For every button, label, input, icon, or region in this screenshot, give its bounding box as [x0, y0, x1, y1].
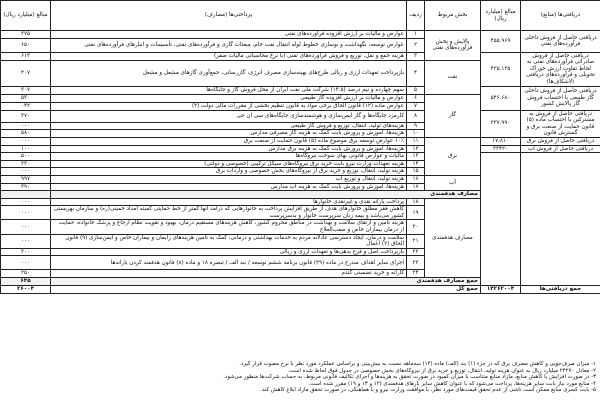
- payment-text: هزینه تعهدات وزارت نیرو بابت خرید برق نیروگاه‌های سیکل ترکیبی (خصوصی و دولتی): [51, 160, 407, 168]
- row-number: ۲: [407, 38, 425, 52]
- payment-text: بازپرداخت تعهدات ارزی و ریالی طرح‌های بهینه‌سازی مصرف انرژی، گازرسانی، جمع‌آوری گازهای مشعل و مشعل: [51, 60, 407, 86]
- section-name: گاز: [425, 94, 481, 137]
- row-number: ۱۵: [407, 168, 425, 176]
- payment-amount: ۶۱۳: [1, 52, 51, 60]
- payment-amount: ۵۳۰: [1, 94, 51, 102]
- payment-text: هزینه‌ها، آموزش و پرورش بابت کمک به هزینه گاز مصرفی مدارس: [51, 130, 407, 138]
- table-row: [1, 137, 600, 145]
- payment-text: عوارض ماده (۱۲) قانون الحاق برخی مواد به قانون تنظیم بخشی از مقررات مالی دولت (۲): [51, 102, 407, 110]
- payment-amount: ۰۰۰: [1, 198, 51, 206]
- payment-text: هزینه‌ها، آموزش و پرورش بابت کمک به هزینه آب مدارس: [51, 183, 407, 191]
- payment-amount: ۵۰۰: [1, 153, 51, 161]
- income-text: دریافتی حاصل از فروش به مشترکین با احتساب ماده (۵) قانون حمایت از صنعت برق و گسترش قانون: [521, 110, 600, 137]
- payment-amount: ۲۵۰: [1, 270, 51, 278]
- row-number: ۱۷: [407, 183, 425, 191]
- section-name: مصارف هدفمندی: [425, 198, 481, 277]
- row-number: ۲۳: [407, 256, 425, 270]
- row-number: ۱۱: [407, 137, 425, 145]
- row-number: ۹: [407, 122, 425, 130]
- row-number: ۶: [407, 94, 425, 102]
- income-blank: [481, 153, 521, 286]
- grand-total-amount: ۲۶۰۰۴: [1, 285, 51, 293]
- payment-text: هزینه جمع و نقل، توزیع و فروش فرآورده‌های نفتی (با نرخ محاسباتی مالیات صفر): [51, 52, 407, 60]
- subtotal-label: مصارف هدفمندی: [51, 191, 481, 199]
- row-number: ۱: [407, 31, 425, 39]
- income-total-label: جمع دریافتی‌ها: [521, 285, 600, 293]
- payment-text: هزینه‌ها، آموزش و پرورش بابت کمک به هزینه برق مدارس: [51, 145, 407, 153]
- payment-amount: ۰۰۰: [1, 234, 51, 248]
- row-number: ۳: [407, 52, 425, 60]
- table-row: [1, 145, 600, 153]
- grand-total-label: جمع کل: [51, 285, 481, 293]
- table-row: [1, 52, 600, 60]
- income-blank: [521, 153, 600, 286]
- section-name: پالایش و پخش فرآورده‌های نفتی: [425, 31, 481, 61]
- payment-text: بازپرداخت اصل و فرع بدهی‌ها و تعهدات ارزی و ریالی: [51, 248, 407, 256]
- table-row: [1, 153, 600, 161]
- payment-amount: ۳۷۰: [1, 110, 51, 122]
- income-amount: ۵۴۶.۶۸۰: [481, 86, 521, 110]
- payment-amount: ۱۰۰: [1, 145, 51, 153]
- payment-amount: ۳۳۰: [1, 160, 51, 168]
- footnote-line: ۴- منابع مورد نیاز بابت سایر هزینه‌ها، پرداخت می‌شود که با عنوان کاهش سایر بارهای هدفمندی (۱۲ و ۱۳ و ۱۹) مقرر شده است.: [308, 380, 596, 387]
- section-name: برق: [425, 137, 481, 175]
- payment-text: هزینه تولید، انتقال و توزیع آب: [51, 175, 407, 183]
- payment-amount: ۳۹۰: [1, 183, 51, 191]
- section-header: بخش مربوط: [425, 1, 481, 31]
- row-number: ۲۴: [407, 270, 425, 278]
- income-text: دریافتی حاصل از فروش برق: [521, 137, 600, 145]
- payment-amount: ۹۹۷: [1, 175, 51, 183]
- row-number: ۴: [407, 60, 425, 86]
- income-amount: ۴۳۵.۱۳۵: [481, 52, 521, 86]
- row-number: ۸: [407, 110, 425, 122]
- payment-text: هزینه تأمین و ارتقای سلامت و بهداشت در مناطق محروم کشور، کاهش هزینه‌های مستقیم درمان، بهبود و تقویت نظام ارجاع و پزشک خانواده، حمایت از درمان بیماران خاص و صعب‌العلاج: [51, 220, 407, 234]
- table-header-row: [1, 1, 600, 31]
- payment-title-header: پرداختی‌ها (مصارف): [51, 1, 407, 31]
- footnote-line: ۲- معادل ۲۳۲۷۰ میلیارد ریال به عنوان هزینه تولید، انتقال، توزیع و خرید برق از نیروگاه‌های بخش خصوصی در جدول فوق لحاظ شده است.: [287, 367, 596, 374]
- row-number: ۲۲: [407, 248, 425, 256]
- payment-amount-header: مبالغ (میلیارد ریال): [1, 1, 51, 31]
- payment-amount: ۵۸۰: [1, 130, 51, 138]
- payment-text: سهم چهارده و نیم درصد (۱۴.۵) شرکت ملی نفت ایران از محل فروش گاز و جایگاه‌ها: [51, 86, 407, 94]
- payment-text: هزینه تولید، انتقال، توزیع و خرید برق از نیروگاه‌های بخش خصوصی و واردات برق: [51, 168, 407, 176]
- row-number: ۱۴: [407, 160, 425, 168]
- row-number: ۷: [407, 102, 425, 110]
- row-number: ۱۰: [407, 130, 425, 138]
- payment-amount: ۰۰۰: [1, 206, 51, 220]
- table-row: [1, 110, 600, 122]
- payment-text: عوارض و مالیات بر ارزش افزوده فرآورده‌های نفتی: [51, 31, 407, 39]
- payment-amount: ۰۰۰: [1, 256, 51, 270]
- payment-amount: ۰۰۰: [1, 137, 51, 145]
- payment-text: مالیات و عوارض قانونی بهای سوخت نیروگاه‌ها: [51, 153, 407, 161]
- row-number: ۵: [407, 86, 425, 94]
- income-title-header: دریافتی‌ها (منابع): [521, 1, 600, 31]
- row-number: ۱۹: [407, 206, 425, 220]
- payment-amount: ۰۰۰: [1, 168, 51, 176]
- footnote-line: ۱- میزان صرف‌جویی و کاهش مصرف برق که در جزء (۱) بند (الف) ماده (۱۴) سه‌ماهه نسبت به بیش‌بینی و براساس عملکرد مورد نظر با نرخ مصوب قرار گیرد.: [239, 361, 596, 367]
- payment-text: کارانه و خرید تضمینی گندم: [51, 270, 407, 278]
- payment-amount: ۳۰۰: [1, 248, 51, 256]
- payment-text: اجرای سایر اهداف مندرج در ماده (۳۹) قانون برنامه ششم توسعه / بند الف / تبصره ۱۸ و ماده (۸) قانون هدفمند کردن یارانه‌ها: [51, 256, 407, 270]
- payment-amount: ۴۰۷: [1, 60, 51, 86]
- payment-text: کاهش فقر مطلق خانوارهای هدف از طریق افزایش پرداخت به خانوارهایی که درآمد آنها کمتر از خط حمایتی کمیته امداد خمینی(ره) و سازمان بهزیستی کشور می‌باشد و بیمه زنان سرپرست خانوار و بدسرپرست: [51, 206, 407, 220]
- payment-text: عوارض و مالیات بر ارزش افزوده گاز طبیعی: [51, 94, 407, 102]
- payment-text: عوارض توسعه، نگهداشت و نوسازی خطوط لوله انتقال نفت خام، مبعثات گازی و فرآورده‌های نفتی، تأسیسات و انبارهای فرآورده‌های نفتی: [51, 38, 407, 52]
- section-name: آب: [425, 175, 481, 190]
- row-number: ۲۱: [407, 234, 425, 248]
- payment-amount: ۰۴۲: [1, 102, 51, 110]
- payment-text: هزینه‌های تولید، انتقال، توزیع و فروش گاز طبیعی: [51, 122, 407, 130]
- income-amount: ۱۷.۸۱۰: [481, 137, 521, 145]
- payment-text: سلامت و درمان، ایجاد دسترسی عادلانه مردم به خدمات بهداشتی و درمانی، کمک به تأمین هزینه‌های زایمان و بیماران خاص و ایمن‌سازی (۹) قانون الحاق (۲) اعمال: [51, 234, 407, 248]
- income-total-amount: ۱۴۲۶۲۰۰۴: [481, 285, 521, 293]
- payment-text: ۱۰٪ عوارض توسعه برق موضوع ماده (۵) قانون حمایت از صنعت برق: [51, 137, 407, 145]
- row-number: ۱۲: [407, 145, 425, 153]
- income-amount: ۴۵۵.۹۶۹: [481, 31, 521, 53]
- footnote-line: ۵- بابت کسری منابع ممکن است ناشی از عدم تحقق قیمت‌های مورد نظر، با موافقت وزارت نیرو و با هماهنگی، در صورت تحقق مازاد ابلاغ کاهش کند.: [260, 387, 596, 394]
- row-number: ۱۳: [407, 153, 425, 161]
- row-number: ۱۶: [407, 175, 425, 183]
- table-row: [1, 86, 600, 94]
- income-amount: ۳۳۷.۹۹۰: [481, 110, 521, 137]
- income-text: دریافتی حاصل از فروش داخلی فرآورده‌های نفتی: [521, 31, 600, 53]
- payment-amount: ۰۰۰: [1, 122, 51, 130]
- payment-amount: ۳۰۷: [1, 86, 51, 94]
- targeted-total-label: جمع مصارف هدفمندی: [51, 278, 481, 286]
- footnote-line: ۳- در صورت افزایش یا کاهش منابع، مازاد منابع متناسب با میزان کمبود در صورت تحقق به هزینه‌ها و اجرای تکالیف قانونی مربوط، به حساب شرکت‌ها منظور می‌شود.: [223, 374, 596, 381]
- targeted-total-amount: ۶۴۵: [1, 278, 51, 286]
- row-number: ۲۰: [407, 220, 425, 234]
- income-amount-header: مبالغ (میلیارد ریال): [481, 1, 521, 31]
- payment-amount: ۰۰۰: [1, 220, 51, 234]
- totals-row: [1, 285, 600, 293]
- income-text: دریافتی حاصل از فروش صادراتی فرآورده‌های نفتی به لحاظ تفاوت ارزش خوراک تحویلی و فرآورده‌های دریافتی (لاشکاف‌ها): [521, 52, 600, 86]
- payment-amount: ۳۷۵: [1, 31, 51, 39]
- footnotes: [0, 360, 600, 400]
- income-text: دریافتی حاصل از فروش داخلی گاز طبیعی با احتساب فروش گاز پالایش کشور: [521, 86, 600, 110]
- payment-text: پرداخت یارانه نقدی و غیرنقدی خانوارها: [51, 198, 407, 206]
- payment-amount: ۶۵۰: [1, 38, 51, 52]
- payment-text: کارمزد جایگاه‌ها و گاز ایمن‌سازی و هوشمندسازی جایگاه‌های سی ان جی: [51, 110, 407, 122]
- table-row: [1, 31, 600, 39]
- row-number: ۱۸: [407, 198, 425, 206]
- section-name: نفت: [425, 60, 481, 94]
- income-amount: ۳۳۴۲۰: [481, 145, 521, 153]
- income-text: دریافتی حاصل از فروش آب: [521, 145, 600, 153]
- row-number-header: ردیف: [407, 1, 425, 31]
- subtotal-amount: [1, 191, 51, 199]
